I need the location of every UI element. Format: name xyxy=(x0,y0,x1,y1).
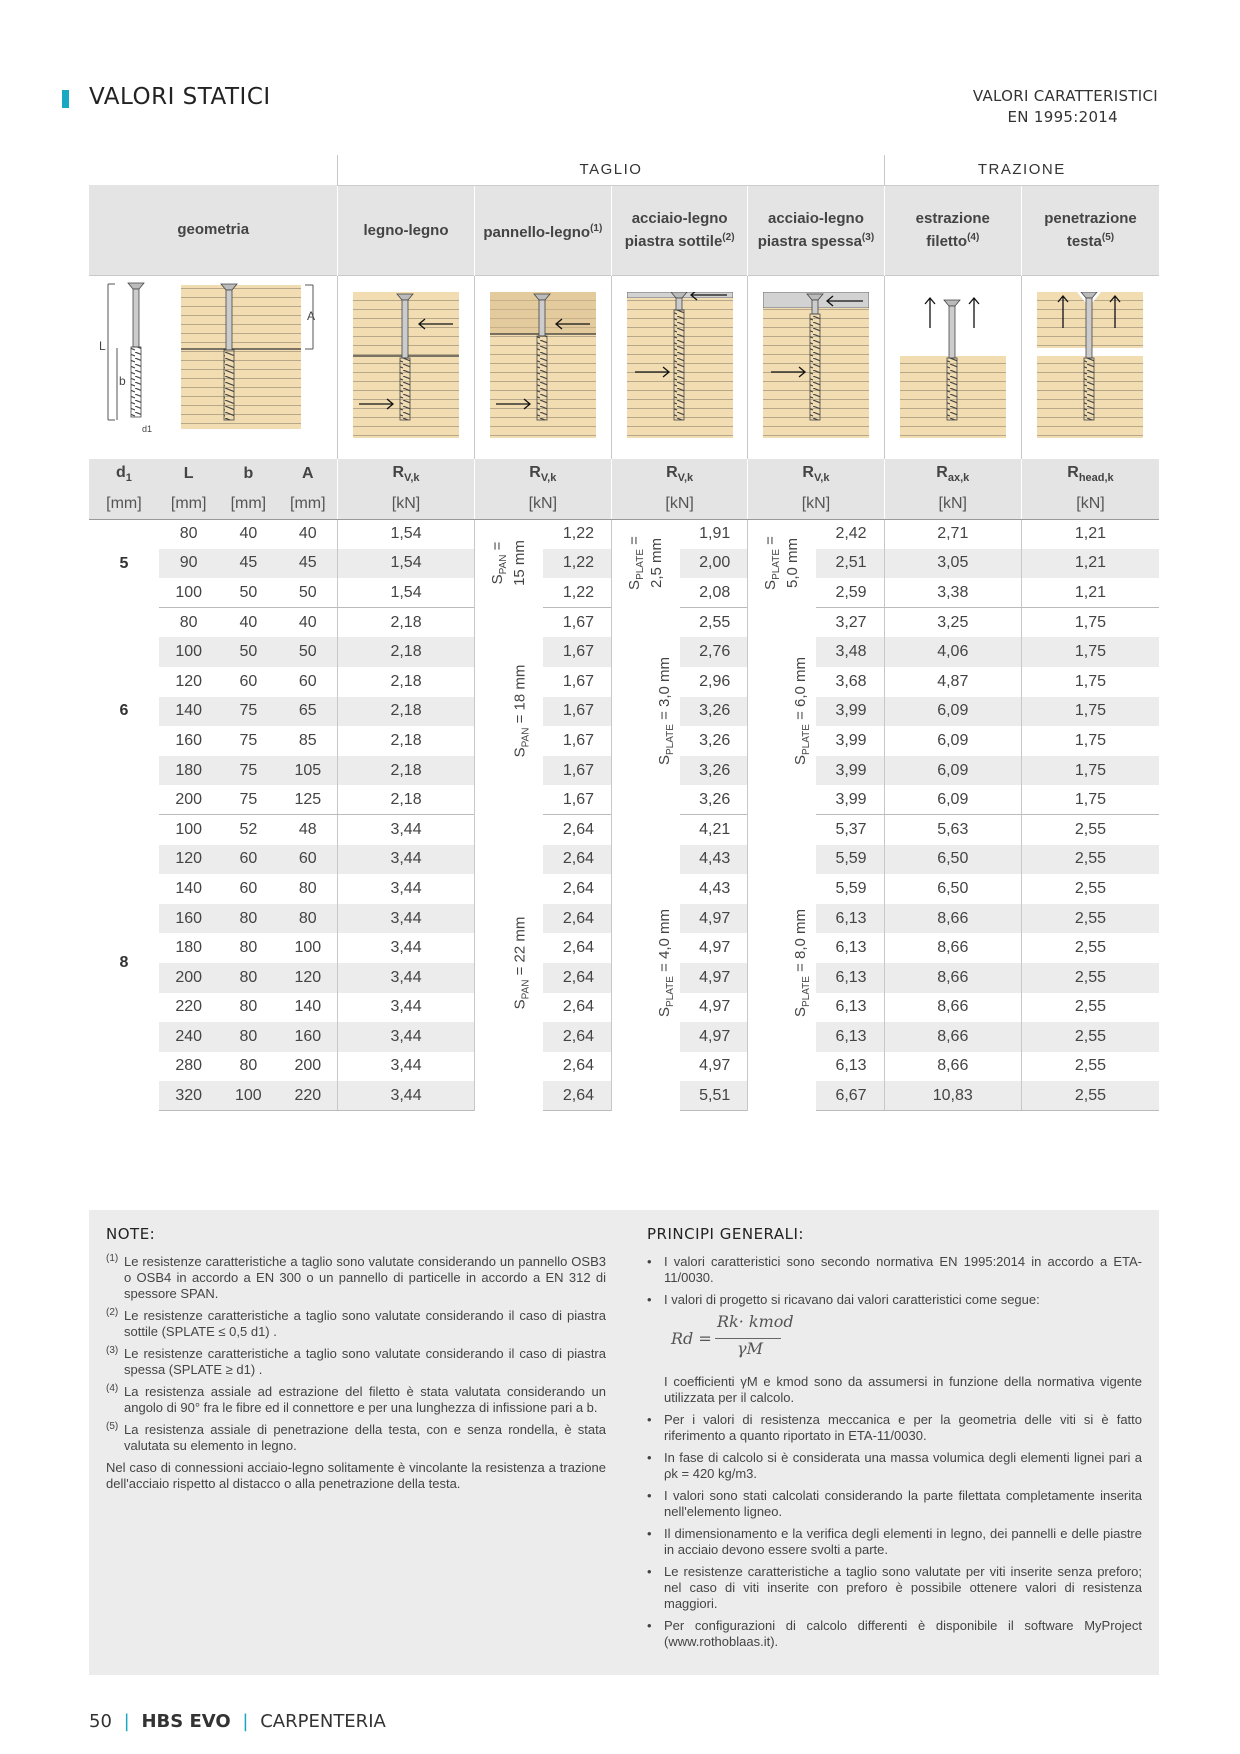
title-accent-bar xyxy=(62,90,69,108)
cell-rv-pannello: 1,67 xyxy=(543,756,612,786)
cell-b: 60 xyxy=(239,672,258,690)
cell-b: 50 xyxy=(219,578,279,608)
cell-rv-legno: 3,44 xyxy=(338,815,474,845)
cell-L: 180 xyxy=(159,756,219,786)
cell-rv-pannello: 1,22 xyxy=(543,549,612,579)
cell-A: 100 xyxy=(294,939,322,957)
page-number: 50 xyxy=(89,1711,112,1732)
spacer-pan xyxy=(474,815,543,1111)
cell-rv-sottile: 3,26 xyxy=(680,697,748,727)
unit-b: [mm] xyxy=(219,489,279,519)
cell-rv-spessa: 3,99 xyxy=(835,731,867,749)
page-footer xyxy=(89,1711,386,1732)
sym-rheadk: $R_{head,k}$ xyxy=(1021,459,1159,489)
cell-rv-legno: 3,44 xyxy=(338,1081,474,1111)
cell-rv-legno: 1,54 xyxy=(338,519,474,549)
cell-A: 50 xyxy=(278,578,338,608)
unit-rv1: [kN] xyxy=(338,489,474,519)
cell-L: 220 xyxy=(175,998,203,1016)
cell-rv-legno: 2,18 xyxy=(338,697,474,727)
spacer-plate-thin xyxy=(612,608,681,815)
cell-rv-spessa: 2,51 xyxy=(816,549,884,579)
cell-rv-legno: 3,44 xyxy=(338,1052,474,1082)
cell-rv-sottile: 2,76 xyxy=(680,637,748,667)
spacer-label: $S_{PLATE} = 8,0$ mm xyxy=(792,908,813,1017)
cell-rax: 8,66 xyxy=(884,963,1021,993)
cell-rv-legno: 3,44 xyxy=(338,845,474,875)
col-acciaio-spessa: acciaio-legno piastra spessa$^{(3)}$ xyxy=(748,185,884,275)
cell-rax: 8,66 xyxy=(884,1052,1021,1082)
cell-rax: 8,66 xyxy=(884,904,1021,934)
cell-rv-sottile: 4,43 xyxy=(699,879,731,897)
cell-L: 140 xyxy=(159,697,219,727)
cell-rhead: 1,21 xyxy=(1021,578,1159,608)
product-name: HBS EVO xyxy=(141,1711,231,1732)
cell-rhead: 2,55 xyxy=(1021,933,1159,963)
cell-rax: 4,06 xyxy=(884,637,1021,667)
group-taglio: TAGLIO xyxy=(338,155,884,185)
cell-b: 80 xyxy=(219,963,279,993)
cell-L: 100 xyxy=(175,820,203,838)
cell-rv-sottile: 2,96 xyxy=(699,672,731,690)
footer-separator: | xyxy=(123,1711,130,1732)
cell-A: 200 xyxy=(294,1057,322,1075)
cell-rv-legno: 3,44 xyxy=(338,874,474,904)
cell-rhead: 1,75 xyxy=(1021,756,1159,786)
sym-rvk-1: $R_{V,k}$ xyxy=(338,459,474,489)
spacer-label: $S_{PAN}$ = 15 mm xyxy=(488,540,528,587)
cell-rhead: 2,55 xyxy=(1021,1022,1159,1052)
notes-section xyxy=(106,1226,606,1498)
principle-2-extra: I coefficienti γM e kmod sono da assumersi in funzione della normativa vigente utilizzata per il calcolo. xyxy=(664,1374,1142,1405)
cell-rax: 6,09 xyxy=(884,756,1021,786)
cell-rv-spessa: 3,99 xyxy=(816,697,884,727)
cell-rv-legno: 1,54 xyxy=(338,578,474,608)
cell-rv-spessa: 2,59 xyxy=(816,578,884,608)
page-title: VALORI STATICI xyxy=(89,84,271,110)
cell-b: 100 xyxy=(219,1081,279,1111)
cell-d1: 6 xyxy=(119,702,129,720)
cell-rhead: 1,75 xyxy=(1021,697,1159,727)
cell-rv-legno: 3,44 xyxy=(338,963,474,993)
cell-A: 45 xyxy=(278,549,338,579)
cell-b: 40 xyxy=(239,525,258,543)
spacer-label: $S_{PAN} = 22$ mm xyxy=(511,916,532,1010)
note-5: (5) La resistenza assiale di penetrazione della testa, con e senza rondella, è stata valutata su elemento in legno. xyxy=(106,1421,606,1453)
cell-rv-sottile: 3,26 xyxy=(699,731,731,749)
cell-L: 80 xyxy=(179,613,198,631)
spacer-plate-thick xyxy=(748,815,817,1111)
principles-title: PRINCIPI GENERALI: xyxy=(647,1225,804,1243)
cell-rv-spessa: 6,13 xyxy=(835,1057,867,1075)
cell-L: 200 xyxy=(159,785,219,815)
cell-rhead: 1,75 xyxy=(1021,608,1159,638)
cell-rv-spessa: 6,13 xyxy=(835,998,867,1016)
cell-rv-spessa: 5,59 xyxy=(816,845,884,875)
cell-b: 45 xyxy=(219,549,279,579)
cell-A: 220 xyxy=(278,1081,338,1111)
cell-rhead: 2,55 xyxy=(1021,904,1159,934)
table-row xyxy=(89,519,1159,549)
unit-rv3: [kN] xyxy=(612,489,748,519)
cell-rv-spessa: 2,42 xyxy=(835,525,867,543)
cell-b: 75 xyxy=(239,731,258,749)
cell-rv-pannello: 2,64 xyxy=(543,904,612,934)
cell-rax: 8,66 xyxy=(884,993,1021,1023)
col-penetrazione: penetrazione testa$^{(5)}$ xyxy=(1021,185,1159,275)
cell-rax: 10,83 xyxy=(884,1081,1021,1111)
spacer-pan xyxy=(474,519,543,608)
cell-rv-pannello: 1,22 xyxy=(543,578,612,608)
cell-rv-spessa: 3,68 xyxy=(835,672,867,690)
notes-title: NOTE: xyxy=(106,1225,156,1243)
cell-rax: 6,50 xyxy=(884,874,1021,904)
cell-rv-pannello: 1,67 xyxy=(562,613,595,631)
cell-b: 75 xyxy=(219,785,279,815)
cell-rv-legno: 3,44 xyxy=(338,933,474,963)
cell-rv-sottile: 2,00 xyxy=(680,549,748,579)
cell-b: 50 xyxy=(219,637,279,667)
cell-rv-spessa: 5,37 xyxy=(835,820,867,838)
cell-rv-pannello: 2,64 xyxy=(562,998,595,1016)
cell-rv-pannello: 1,67 xyxy=(562,672,595,690)
cell-rv-spessa: 6,13 xyxy=(816,1022,884,1052)
principle-6: • Il dimensionamento e la verifica degli elementi in legno, dei pannelli e delle piastre in acciaio devono essere svolti a parte. xyxy=(647,1526,1142,1557)
unit-d1: [mm] xyxy=(89,489,159,519)
cell-b: 80 xyxy=(239,1057,258,1075)
cell-A: 65 xyxy=(278,697,338,727)
cell-L: 100 xyxy=(159,637,219,667)
cell-rv-pannello: 2,64 xyxy=(562,820,595,838)
geometry-diagram xyxy=(89,275,338,459)
sym-rvk-3: $R_{V,k}$ xyxy=(612,459,748,489)
cell-rhead: 1,21 xyxy=(1021,519,1159,549)
cell-A: 105 xyxy=(278,756,338,786)
cell-rv-pannello: 1,22 xyxy=(562,525,595,543)
sym-A: A xyxy=(278,459,338,489)
cell-rax: 6,09 xyxy=(884,726,1021,756)
principle-5: • I valori sono stati calcolati considerando la parte filettata completamente inserita nell'elemento ligneo. xyxy=(647,1488,1142,1519)
standard-reference xyxy=(973,86,1158,128)
cell-L: 120 xyxy=(159,845,219,875)
col-pannello-legno: pannello-legno$^{(1)}$ xyxy=(474,185,611,275)
acciaio-spessa-diagram xyxy=(748,275,884,459)
cell-rhead: 1,75 xyxy=(1021,637,1159,667)
spacer-label: $S_{PLATE}$ = 5,0 mm xyxy=(762,536,802,591)
cell-rv-legno: 3,44 xyxy=(338,1022,474,1052)
cell-rax: 3,25 xyxy=(884,608,1021,638)
cell-rv-sottile: 4,97 xyxy=(680,904,748,934)
cell-rv-sottile: 3,26 xyxy=(680,785,748,815)
col-legno-legno: legno-legno xyxy=(338,185,474,275)
cell-rhead: 2,55 xyxy=(1021,874,1159,904)
cell-rhead: 2,55 xyxy=(1021,963,1159,993)
pannello-legno-diagram xyxy=(474,275,611,459)
cell-A: 160 xyxy=(278,1022,338,1052)
cell-d1: 8 xyxy=(119,953,129,971)
cell-rv-legno: 1,54 xyxy=(338,549,474,579)
cell-rv-legno: 2,18 xyxy=(338,667,474,697)
unit-A: [mm] xyxy=(278,489,338,519)
cell-rax: 6,09 xyxy=(884,697,1021,727)
section-name: CARPENTERIA xyxy=(260,1711,386,1732)
footer-separator: | xyxy=(242,1711,249,1732)
cell-rv-pannello: 2,64 xyxy=(562,879,595,897)
cell-A: 40 xyxy=(298,525,317,543)
static-values-table xyxy=(89,155,1159,1111)
unit-rhead: [kN] xyxy=(1021,489,1159,519)
cell-L: 140 xyxy=(175,879,203,897)
cell-rv-legno: 3,44 xyxy=(338,904,474,934)
cell-L: 320 xyxy=(159,1081,219,1111)
cell-rv-sottile: 5,51 xyxy=(680,1081,748,1111)
notes-panel xyxy=(89,1210,1159,1675)
cell-b: 60 xyxy=(239,879,258,897)
cell-rax: 8,66 xyxy=(884,933,1021,963)
cell-rax: 3,38 xyxy=(884,578,1021,608)
cell-rv-sottile: 4,97 xyxy=(699,939,731,957)
cell-A: 120 xyxy=(278,963,338,993)
cell-A: 80 xyxy=(278,904,338,934)
label-d1: d1 xyxy=(142,423,153,434)
cell-rv-spessa: 6,13 xyxy=(816,963,884,993)
label-L: L xyxy=(99,338,106,353)
principles-section xyxy=(647,1226,1142,1656)
cell-A: 60 xyxy=(298,672,317,690)
ref-line-2: EN 1995:2014 xyxy=(1007,108,1118,126)
cell-rhead: 1,75 xyxy=(1021,785,1159,815)
cell-rv-legno: 2,18 xyxy=(338,726,474,756)
spacer-label: $S_{PLATE}$ = 2,5 mm xyxy=(626,536,666,591)
cell-A: 140 xyxy=(294,998,322,1016)
cell-rv-spessa: 6,13 xyxy=(816,904,884,934)
cell-rv-pannello: 1,67 xyxy=(543,697,612,727)
cell-rv-spessa: 6,13 xyxy=(835,939,867,957)
cell-rhead: 1,21 xyxy=(1021,549,1159,579)
note-extra: Nel caso di connessioni acciaio-legno solitamente è vincolante la resistenza a trazione dell'acciaio rispetto al distacco o alla penetrazione della testa. xyxy=(106,1460,606,1491)
cell-rhead: 2,55 xyxy=(1021,993,1159,1023)
cell-L: 80 xyxy=(179,525,198,543)
cell-b: 80 xyxy=(219,1022,279,1052)
cell-b: 80 xyxy=(239,998,258,1016)
cell-rax: 4,87 xyxy=(884,667,1021,697)
cell-rhead: 2,55 xyxy=(1021,1081,1159,1111)
estrazione-diagram xyxy=(884,275,1021,459)
cell-rv-legno: 2,18 xyxy=(338,608,474,638)
cell-b: 40 xyxy=(239,613,258,631)
cell-rv-spessa: 3,99 xyxy=(816,785,884,815)
sym-rvk-2: $R_{V,k}$ xyxy=(474,459,611,489)
cell-rv-pannello: 2,64 xyxy=(543,963,612,993)
cell-rhead: 2,55 xyxy=(1021,815,1159,845)
sym-L: L xyxy=(159,459,219,489)
spacer-label: $S_{PLATE} = 4,0$ mm xyxy=(656,908,677,1017)
col-geometria: geometria xyxy=(89,185,338,275)
spacer-plate-thick xyxy=(748,519,817,608)
cell-A: 60 xyxy=(278,845,338,875)
cell-rax: 2,71 xyxy=(884,519,1021,549)
cell-rv-spessa: 3,27 xyxy=(835,613,867,631)
cell-L: 160 xyxy=(159,904,219,934)
cell-rv-sottile: 4,43 xyxy=(680,845,748,875)
cell-rv-pannello: 1,67 xyxy=(562,731,595,749)
cell-rhead: 1,75 xyxy=(1021,667,1159,697)
principle-7: • Le resistenze caratteristiche a taglio sono valutate per viti inserite senza preforo; nel caso di viti inserite con preforo è possibile ottenere valori di resistenza maggiori. xyxy=(647,1564,1142,1611)
spacer-label: $S_{PLATE} = 3,0$ mm xyxy=(656,657,677,766)
cell-rhead: 2,55 xyxy=(1021,845,1159,875)
cell-d1: 5 xyxy=(119,554,129,572)
design-formula: Rd = Rk· kmod γM xyxy=(671,1312,794,1358)
cell-rax: 6,09 xyxy=(884,785,1021,815)
cell-b: 75 xyxy=(219,756,279,786)
cell-rv-legno: 2,18 xyxy=(338,637,474,667)
unit-rax: [kN] xyxy=(884,489,1021,519)
table-row xyxy=(89,815,1159,845)
cell-rv-sottile: 4,97 xyxy=(699,998,731,1016)
cell-rax: 8,66 xyxy=(884,1022,1021,1052)
col-acciaio-sottile: acciaio-legno piastra sottile$^{(2)}$ xyxy=(612,185,748,275)
unit-L: [mm] xyxy=(159,489,219,519)
cell-L: 90 xyxy=(159,549,219,579)
label-A: A xyxy=(307,308,316,323)
cell-rax: 6,50 xyxy=(884,845,1021,875)
cell-rv-sottile: 1,91 xyxy=(699,525,731,543)
sym-b: b xyxy=(219,459,279,489)
cell-L: 160 xyxy=(175,731,203,749)
group-trazione: TRAZIONE xyxy=(884,155,1159,185)
cell-rv-pannello: 2,64 xyxy=(562,1057,595,1075)
sym-raxk: $R_{ax,k}$ xyxy=(884,459,1021,489)
spacer-plate-thin xyxy=(612,519,681,608)
cell-rv-spessa: 5,59 xyxy=(835,879,867,897)
cell-rax: 3,05 xyxy=(884,549,1021,579)
cell-b: 80 xyxy=(219,904,279,934)
cell-b: 75 xyxy=(219,697,279,727)
cell-rv-sottile: 4,21 xyxy=(699,820,731,838)
principle-1: • I valori caratteristici sono secondo normativa EN 1995:2014 in accordo a ETA-11/0030. xyxy=(647,1254,1142,1285)
cell-A: 80 xyxy=(298,879,317,897)
cell-rv-pannello: 2,64 xyxy=(562,939,595,957)
cell-b: 60 xyxy=(219,845,279,875)
cell-rhead: 1,75 xyxy=(1021,726,1159,756)
principle-3: • Per i valori di resistenza meccanica e per la geometria delle viti si è fatto riferimento a quanto riportato in ETA-11/0030. xyxy=(647,1412,1142,1443)
unit-rv4: [kN] xyxy=(748,489,884,519)
ref-line-1: VALORI CARATTERISTICI xyxy=(972,87,1158,105)
penetrazione-diagram xyxy=(1021,275,1159,459)
cell-rv-pannello: 2,64 xyxy=(543,1022,612,1052)
cell-rv-spessa: 3,48 xyxy=(816,637,884,667)
legno-legno-diagram xyxy=(338,275,474,459)
cell-rv-pannello: 2,64 xyxy=(543,1081,612,1111)
spacer-plate-thin xyxy=(612,815,681,1111)
col-estrazione: estrazione filetto$^{(4)}$ xyxy=(884,185,1021,275)
unit-rv2: [kN] xyxy=(474,489,611,519)
cell-rv-sottile: 2,08 xyxy=(680,578,748,608)
spacer-label: $S_{PLATE} = 6,0$ mm xyxy=(792,657,813,766)
cell-rv-sottile: 4,97 xyxy=(699,1057,731,1075)
cell-rv-sottile: 2,55 xyxy=(699,613,731,631)
label-b: b xyxy=(119,373,126,388)
spacer-plate-thick xyxy=(748,608,817,815)
cell-rv-sottile: 3,26 xyxy=(680,756,748,786)
note-1: (1) Le resistenze caratteristiche a taglio sono valutate considerando un pannello OSB3 o OSB4 in accordo a EN 300 o un pannello di particelle in accordo a EN 312 di spessore SPAN. xyxy=(106,1253,606,1301)
spacer-label: $S_{PAN} = 18$ mm xyxy=(511,664,532,758)
note-4: (4) La resistenza assiale ad estrazione del filetto è stata valutata considerando un angolo di 90° fra le fibre ed il connettore e per una lunghezza di infissione pari a b. xyxy=(106,1383,606,1415)
cell-b: 52 xyxy=(239,820,258,838)
table-row xyxy=(89,608,1159,638)
cell-L: 240 xyxy=(159,1022,219,1052)
cell-rv-pannello: 1,67 xyxy=(543,637,612,667)
cell-L: 200 xyxy=(159,963,219,993)
cell-A: 85 xyxy=(298,731,317,749)
cell-rv-pannello: 1,67 xyxy=(543,785,612,815)
principle-4: • In fase di calcolo si è considerata una massa volumica degli elementi lignei pari a ρk = 420 kg/m3. xyxy=(647,1450,1142,1481)
cell-L: 120 xyxy=(175,672,203,690)
cell-rv-legno: 2,18 xyxy=(338,785,474,815)
spacer-pan xyxy=(474,608,543,815)
cell-rv-legno: 3,44 xyxy=(338,993,474,1023)
cell-rv-pannello: 2,64 xyxy=(543,845,612,875)
note-3: (3) Le resistenze caratteristiche a taglio sono valutate considerando il caso di piastra spessa (SPLATE ≥ d1) . xyxy=(106,1345,606,1377)
cell-A: 50 xyxy=(278,637,338,667)
note-2: (2) Le resistenze caratteristiche a taglio sono valutate considerando il caso di piastra sottile (SPLATE ≤ 0,5 d1) . xyxy=(106,1307,606,1339)
principle-2: • I valori di progetto si ricavano dai valori caratteristici come segue: xyxy=(647,1292,1040,1307)
principle-8: • Per configurazioni di calcolo differenti è disponibile il software MyProject (www.rothoblaas.it). xyxy=(647,1618,1142,1649)
cell-A: 125 xyxy=(278,785,338,815)
cell-b: 80 xyxy=(239,939,258,957)
acciaio-sottile-diagram xyxy=(612,275,748,459)
cell-rhead: 2,55 xyxy=(1021,1052,1159,1082)
cell-rv-sottile: 4,97 xyxy=(680,963,748,993)
cell-rv-spessa: 6,67 xyxy=(816,1081,884,1111)
sym-rvk-4: $R_{V,k}$ xyxy=(748,459,884,489)
cell-A: 48 xyxy=(298,820,317,838)
sym-d1: $d_1$ xyxy=(89,459,159,489)
cell-rv-legno: 2,18 xyxy=(338,756,474,786)
cell-A: 40 xyxy=(298,613,317,631)
cell-rv-sottile: 4,97 xyxy=(680,1022,748,1052)
cell-L: 100 xyxy=(159,578,219,608)
cell-rv-spessa: 3,99 xyxy=(816,756,884,786)
cell-rax: 5,63 xyxy=(884,815,1021,845)
cell-L: 280 xyxy=(175,1057,203,1075)
cell-L: 180 xyxy=(175,939,203,957)
